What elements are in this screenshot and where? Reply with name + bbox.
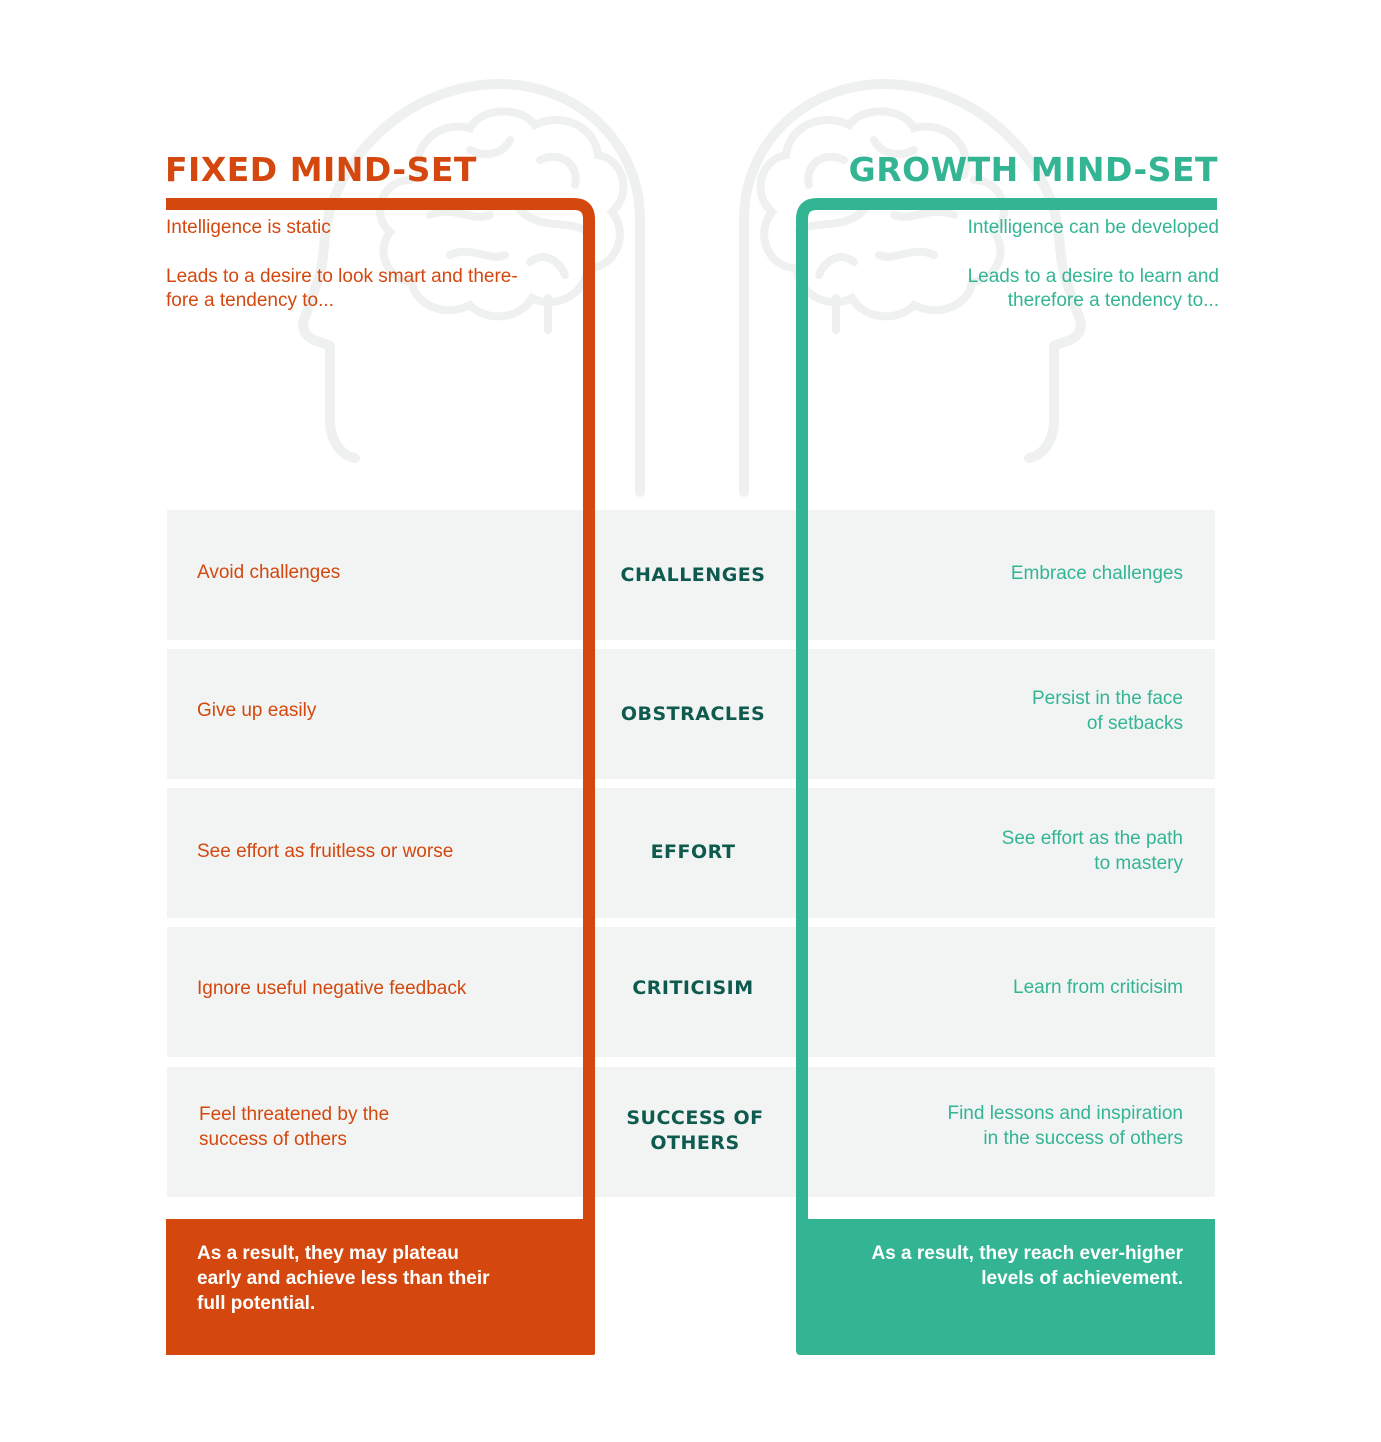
fixed-cell-challenges [197, 507, 517, 637]
growth-mindset-title: GROWTH MIND-SET [848, 150, 1218, 189]
growth-cell-effort [863, 786, 1183, 916]
fixed-cell-success-of-others [199, 1062, 519, 1192]
growth-text-obstacles-line-2: of setbacks [1086, 713, 1183, 734]
fixed-text-obstacles: Give up easily [197, 699, 317, 721]
growth-text-success-line-1: Find lessons and inspiration [947, 1103, 1183, 1124]
fixed-cell-effort [197, 786, 517, 916]
growth-cell-obstacles [863, 646, 1183, 776]
fixed-text-criticism: Ignore useful negative feedback [197, 977, 467, 999]
fixed-desire-line-2: fore a tendency to... [166, 290, 334, 311]
growth-cell-criticism [863, 922, 1183, 1052]
label-text-obstacles: OBSTRACLES [620, 702, 766, 725]
label-text-effort: EFFORT [650, 840, 736, 863]
label-success-of-others [602, 1066, 788, 1196]
growth-cell-success-of-others [863, 1061, 1183, 1191]
growth-text-obstacles-line-1: Persist in the face [1031, 688, 1183, 709]
growth-text-effort-line-2: to mastery [1094, 853, 1183, 874]
fixed-cell-criticism [197, 923, 517, 1053]
growth-desire-line-1: Leads to a desire to learn and [967, 266, 1219, 287]
growth-text-effort-line-1: See effort as the path [1001, 828, 1183, 849]
fixed-desire [166, 265, 556, 313]
label-effort [600, 787, 786, 917]
growth-belief: Intelligence can be developed [967, 217, 1219, 238]
label-text-success-line-1: SUCCESS OF [626, 1107, 764, 1129]
fixed-cell-obstacles [197, 645, 517, 775]
fixed-text-success-line-1: Feel threatened by the [199, 1104, 390, 1125]
label-text-success-line-2: OTHERS [650, 1132, 740, 1154]
fixed-text-success-line-2: success of others [199, 1129, 347, 1150]
growth-desire [919, 265, 1219, 313]
fixed-desire-line-1: Leads to a desire to look smart and there- [166, 266, 518, 287]
growth-desire-line-2: therefore a tendency to... [1007, 290, 1219, 311]
fixed-text-effort: See effort as fruitless or worse [197, 840, 454, 862]
growth-text-success-line-2: in the success of others [983, 1128, 1183, 1149]
fixed-text-challenges: Avoid challenges [197, 561, 341, 583]
fixed-mindset-title: FIXED MIND-SET [165, 150, 477, 189]
fixed-belief: Intelligence is static [166, 217, 331, 238]
growth-text-challenges: Embrace challenges [1010, 562, 1183, 584]
label-criticism [600, 923, 786, 1053]
label-text-challenges: CHALLENGES [620, 563, 766, 586]
fixed-result-text: As a result, they may plateau early and achieve less than their full potential. [197, 1243, 490, 1314]
growth-text-criticism: Learn from criticisim [1013, 976, 1183, 998]
label-challenges [600, 510, 786, 640]
label-text-criticism: CRITICISIM [632, 976, 754, 999]
growth-result-line-2: levels of achievement. [981, 1268, 1183, 1289]
label-obstacles [600, 649, 786, 779]
growth-cell-challenges [863, 508, 1183, 638]
growth-result-line-1: As a result, they reach ever-higher [871, 1243, 1183, 1264]
